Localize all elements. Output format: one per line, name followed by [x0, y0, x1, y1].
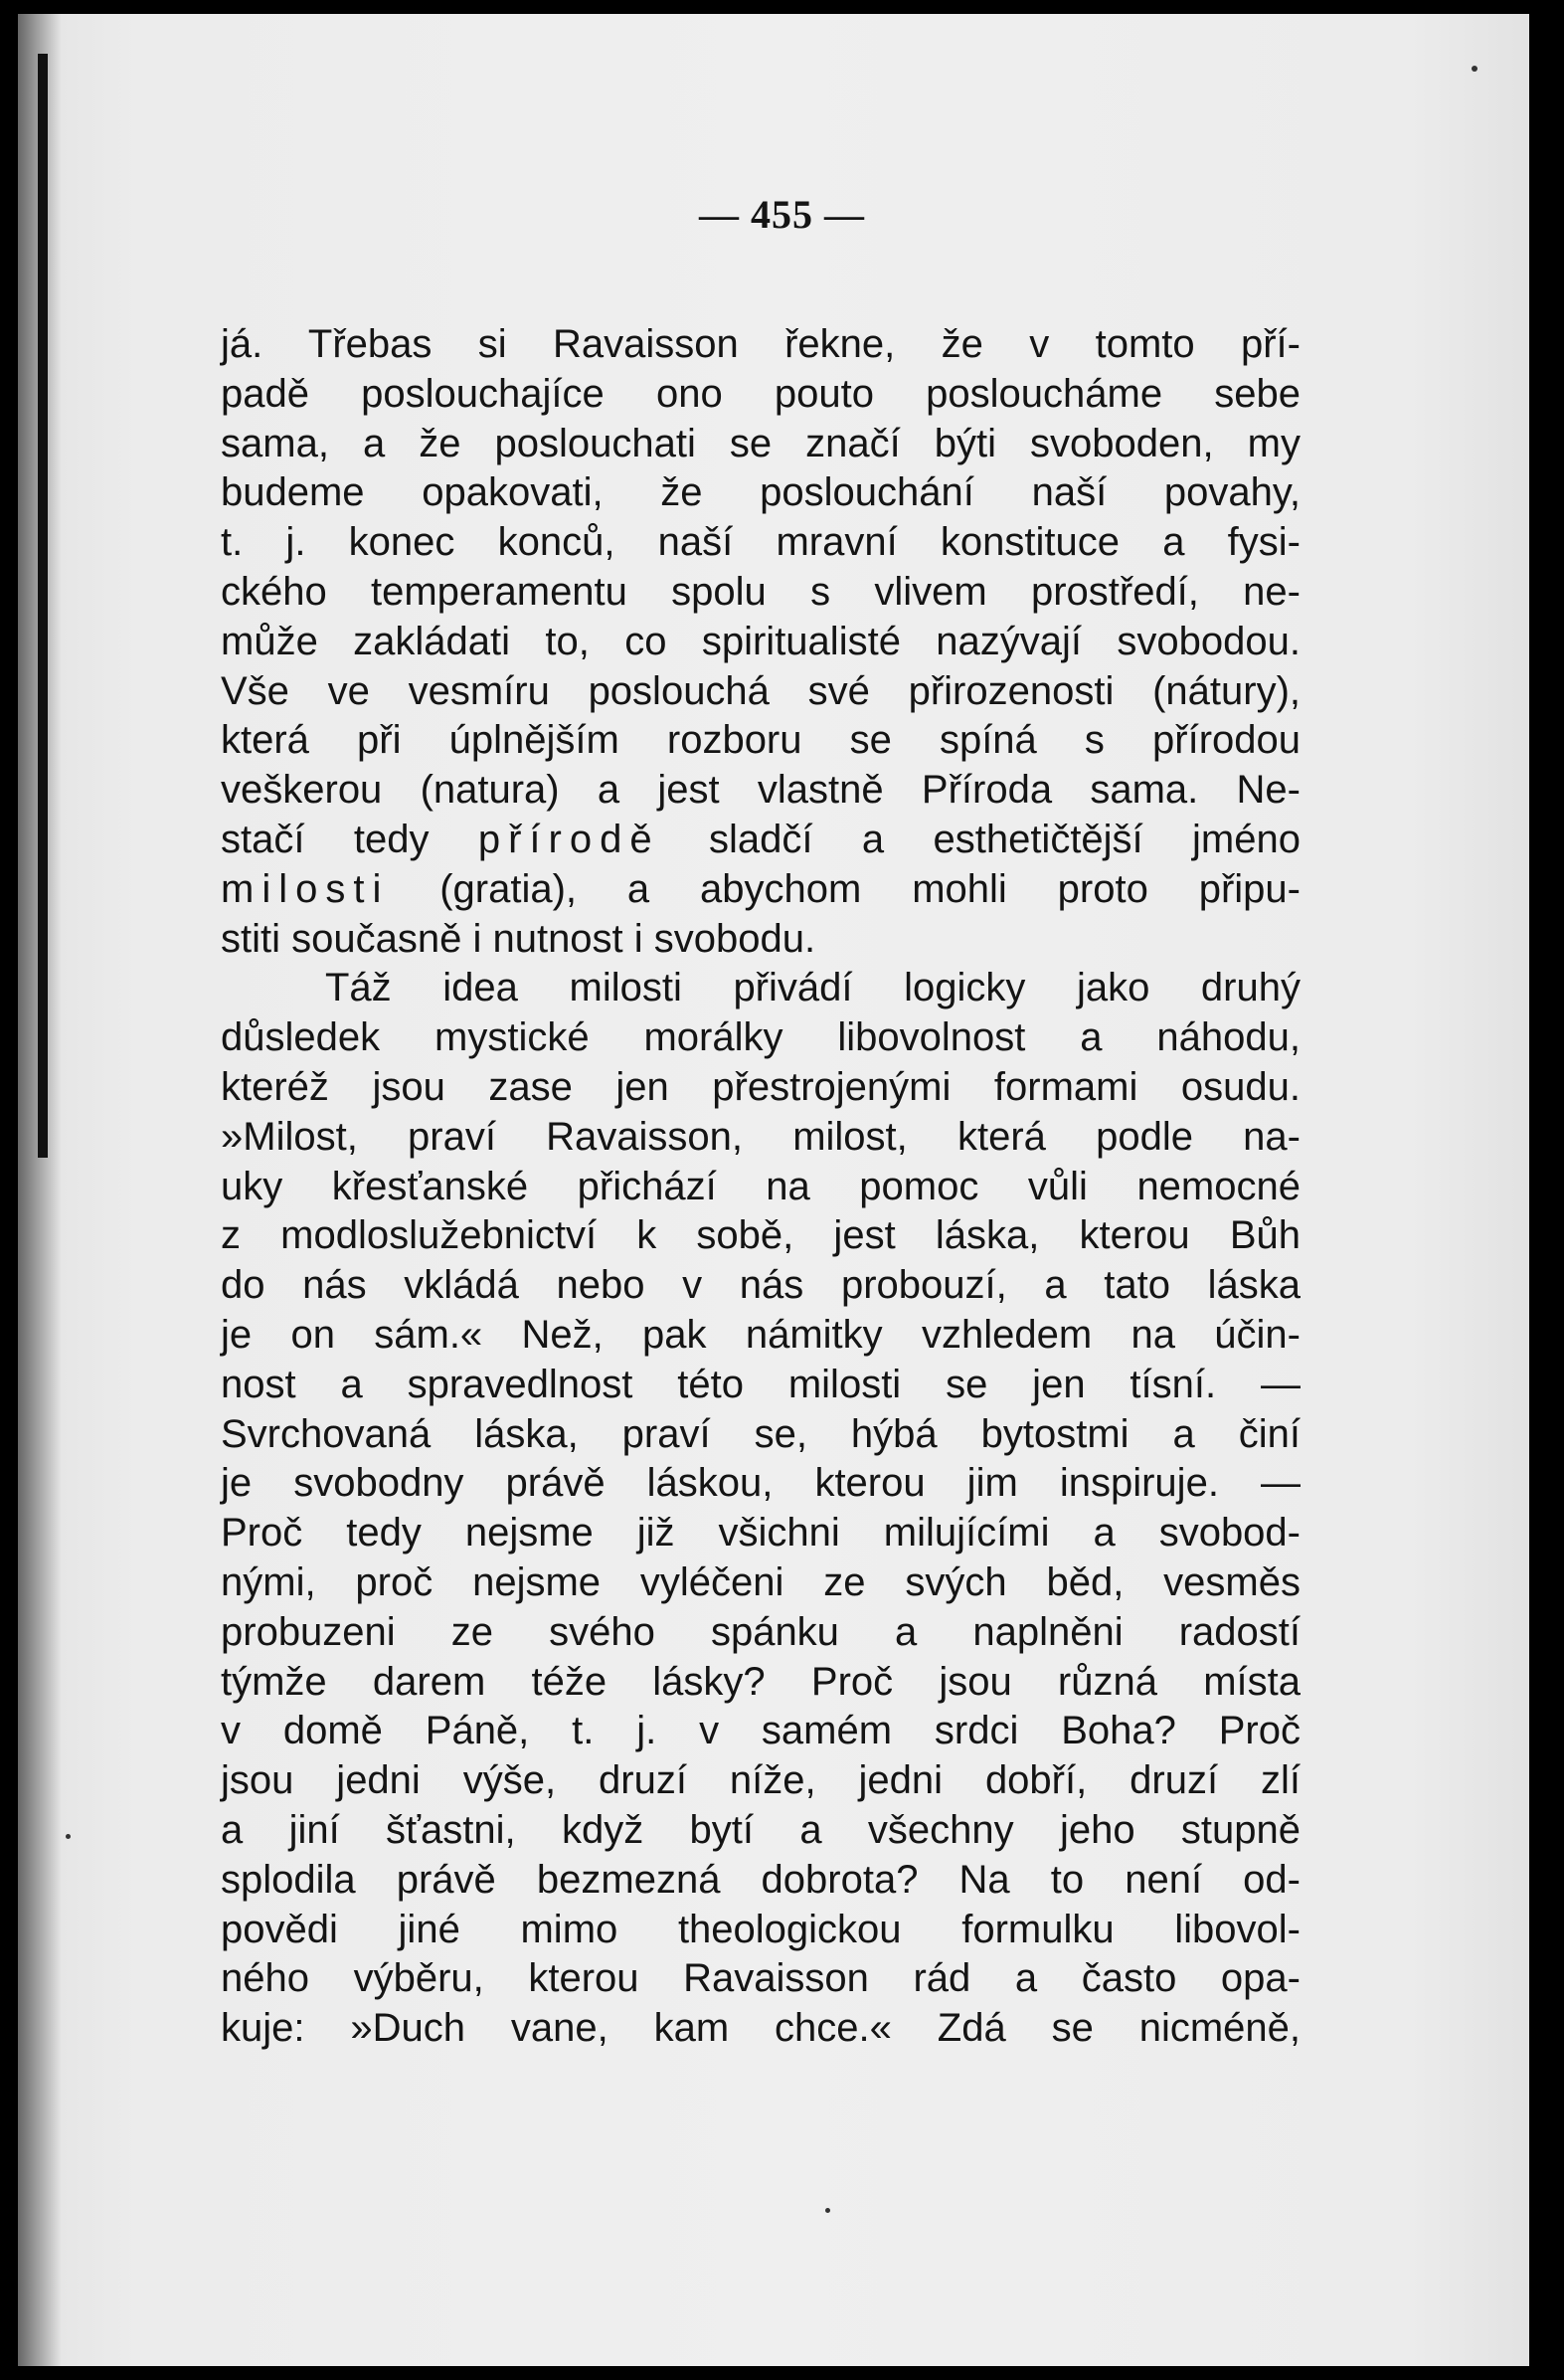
text-line: [221, 816, 1301, 865]
emphasized-word: přírodě: [477, 817, 660, 861]
text-fragment: sladčí a esthetičtější jméno: [659, 817, 1301, 861]
text-line: ného výběru, kterou Ravaisson rád a často opa-: [221, 1956, 1301, 2001]
text-line: důsledek mystické morálky libovolnost a náhodu,: [221, 1015, 1301, 1060]
text-line: nost a spravedlnost této milosti se jen tísní. —: [221, 1362, 1301, 1406]
text-line: jsou jedni výše, druzí níže, jedni dobří, druzí zlí: [221, 1758, 1301, 1803]
paragraph-2: [221, 964, 1301, 2054]
text-line: budeme opakovati, že poslouchání naší povahy,: [221, 470, 1301, 515]
text-line: já. Třebas si Ravaisson řekne, že v tomto pří-: [221, 322, 1301, 366]
text-line: »Milost, praví Ravaisson, milost, která podle na-: [221, 1114, 1301, 1159]
text-line: t. j. konec konců, naší mravní konstituce a fysi-: [221, 520, 1301, 565]
text-line: a jiní šťastni, když bytí a všechny jeho stupně: [221, 1807, 1301, 1852]
text-line: v domě Páně, t. j. v samém srdci Boha? Proč: [221, 1709, 1301, 1753]
text-line: Vše ve vesmíru poslouchá své přirozenosti (nátury),: [221, 668, 1301, 713]
text-line: veškerou (natura) a jest vlastně Příroda sama. Ne-: [221, 768, 1301, 813]
page-number: — 455 —: [699, 192, 865, 237]
body-text: [221, 320, 1301, 2054]
text-line: je on sám.« Než, pak námitky vzhledem na účin-: [221, 1312, 1301, 1357]
text-line: splodila právě bezmezná dobrota? Na to není od-: [221, 1857, 1301, 1902]
text-line: ckého temperamentu spolu s vlivem prostředí, ne-: [221, 569, 1301, 614]
text-line: do nás vkládá nebo v nás probouzí, a tato láska: [221, 1263, 1301, 1308]
paragraph-1: [221, 320, 1301, 964]
text-line: probuzeni ze svého spánku a naplněni radostí: [221, 1609, 1301, 1654]
text-fragment: stačí tedy: [221, 817, 478, 861]
text-line: Táž idea milosti přivádí logicky jako druhý: [325, 966, 1301, 1010]
dust-speck: [1472, 66, 1477, 72]
text-line: kteréž jsou zase jen přestrojenými formami osudu.: [221, 1064, 1301, 1109]
text-line: je svobodny právě láskou, kterou jim inspiruje. —: [221, 1461, 1301, 1506]
emphasized-word: milosti: [221, 866, 390, 911]
dust-speck: [66, 1834, 71, 1839]
text-line: stiti současně i nutnost i svobodu.: [221, 916, 816, 961]
text-line: může zakládati to, co spiritualisté nazývají svobodou.: [221, 619, 1301, 663]
text-line: [221, 865, 1301, 915]
text-line: uky křesťanské přichází na pomoc vůli nemocné: [221, 1164, 1301, 1208]
text-line: sama, a že poslouchati se značí býti svoboden, my: [221, 421, 1301, 465]
text-line: nými, proč nejsme vyléčeni ze svých běd, vesměs: [221, 1559, 1301, 1604]
text-line: kuje: »Duch vane, kam chce.« Zdá se nicméně,: [221, 2006, 1301, 2051]
dust-speck: [825, 2208, 830, 2213]
text-line: povědi jiné mimo theologickou formulku libovol-: [221, 1907, 1301, 1951]
text-line: Svrchovaná láska, praví se, hýbá bytostmi a činí: [221, 1411, 1301, 1456]
text-line: týmže darem téže lásky? Proč jsou různá místa: [221, 1659, 1301, 1704]
text-fragment: (gratia), a abychom mohli proto připu-: [389, 866, 1301, 911]
text-line: Proč tedy nejsme již všichni milujícími a svobod-: [221, 1511, 1301, 1556]
text-line: padě poslouchajíce ono pouto posloucháme sebe: [221, 371, 1301, 416]
text-line: z modloslužebnictví k sobě, jest láska, kterou Bůh: [221, 1213, 1301, 1258]
text-line: která při úplnějším rozboru se spíná s přírodou: [221, 718, 1301, 763]
